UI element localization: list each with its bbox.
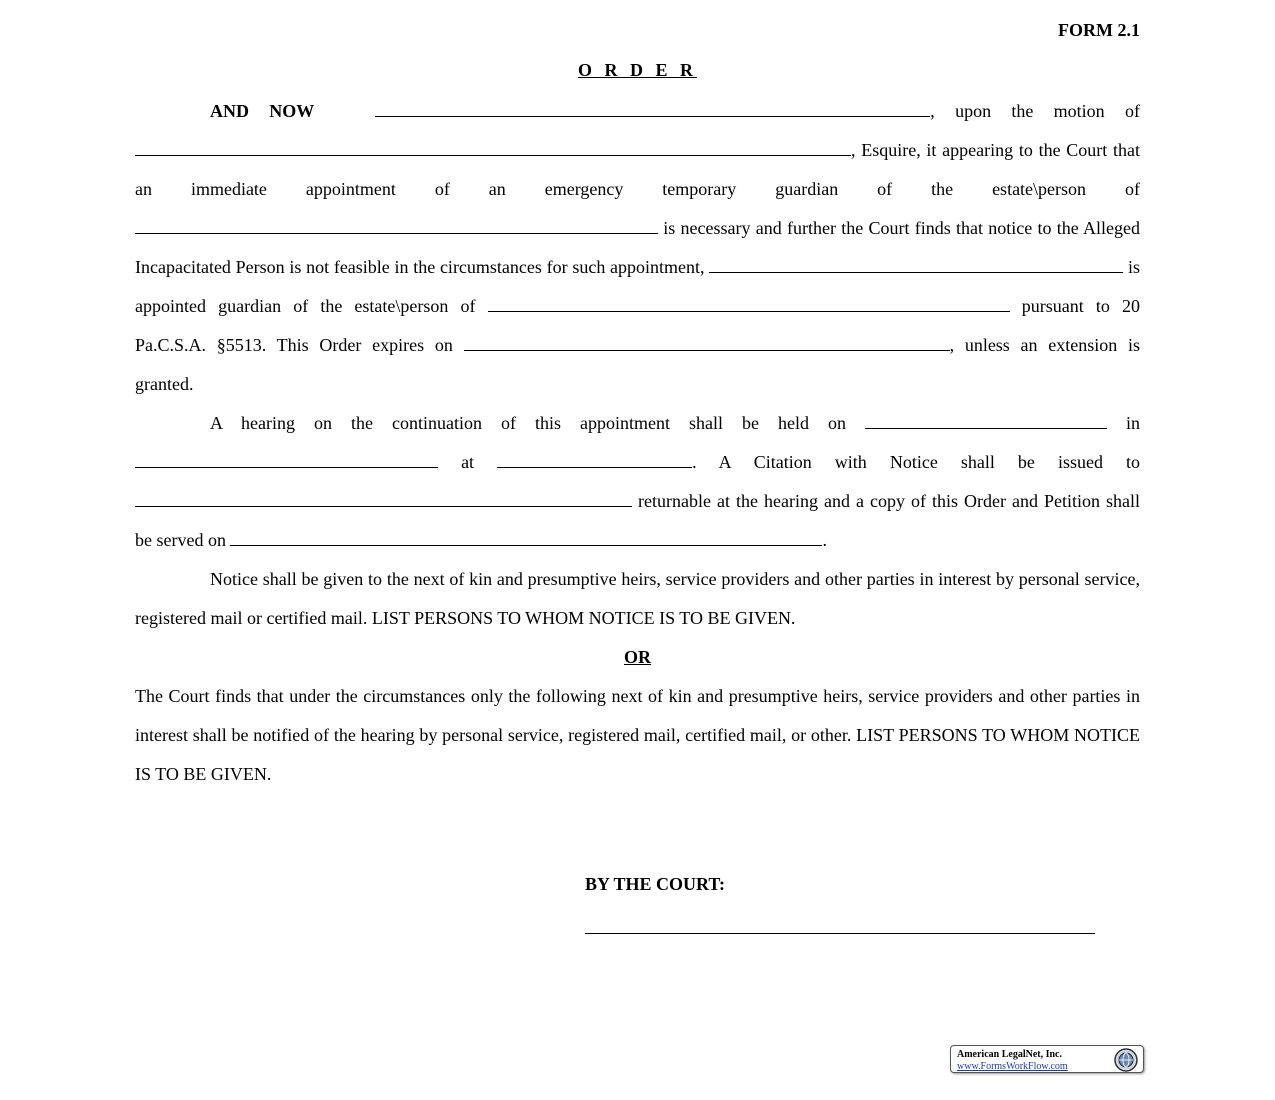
- citation-recipient-blank[interactable]: [135, 492, 632, 507]
- form-number: FORM 2.1: [1058, 20, 1140, 40]
- globe-icon: [1113, 1047, 1139, 1073]
- guardian-name-blank[interactable]: [709, 258, 1123, 273]
- necessity-text: is necessary and further the Court finds that notice to the Alleged Incapacitated Person is not feasible in the circumstances for such appointment,: [135, 218, 1140, 277]
- footer-badge: [950, 1045, 1144, 1073]
- service-recipient-blank[interactable]: [230, 531, 822, 546]
- paragraph-motion-body: [135, 131, 1140, 404]
- hearing-time-blank[interactable]: [497, 453, 692, 468]
- paragraph-hearing: [135, 404, 1140, 560]
- esquire-text: , Esquire, it appearing to the Court that an immediate appointment of an emergency temporary guardian of the estate\person of: [135, 140, 1140, 199]
- hearing-date-blank[interactable]: [865, 414, 1107, 429]
- appointed-text: is appointed guardian of the estate\person of: [135, 257, 1141, 316]
- incapacitated-person-blank[interactable]: [135, 219, 658, 234]
- ward-name-blank[interactable]: [488, 297, 1010, 312]
- paragraph-limited-notice: The Court finds that under the circumstances only the following next of kin and presumptive heirs, service providers and other parties in interest shall be notified of the hearing by personal service, registered mail, certified mail, or other. LIST PERSONS TO WHOM NOTICE IS TO BE GIVEN.: [135, 686, 1140, 784]
- order-title-wrap: [0, 60, 1275, 81]
- hearing-location-blank[interactable]: [135, 453, 438, 468]
- attorney-name-blank[interactable]: [135, 141, 851, 156]
- period-text: .: [822, 530, 827, 550]
- in-text: in: [1126, 413, 1141, 433]
- paragraph-notice: Notice shall be given to the next of kin and presumptive heirs, service providers and other parties in interest by personal service, registered mail or certified mail. LIST PERSONS TO WHOM NOTICE IS TO BE GIVEN.: [135, 569, 1140, 628]
- hearing-text: A hearing on the continuation of this appointment shall be held on: [210, 413, 846, 433]
- and-now-lead: AND NOW: [210, 101, 315, 121]
- at-text: at: [461, 452, 475, 472]
- expiration-date-blank[interactable]: [464, 336, 950, 351]
- motion-text: , upon the motion of: [930, 101, 1140, 121]
- order-title: O R D E R: [577, 60, 697, 80]
- date-blank[interactable]: [375, 102, 930, 117]
- footer-company: American LegalNet, Inc.: [957, 1049, 1062, 1060]
- by-the-court-label: BY THE COURT:: [585, 874, 726, 894]
- judge-signature-line[interactable]: [585, 933, 1095, 934]
- citation-text: . A Citation with Notice shall be issued to: [692, 452, 1141, 472]
- footer-url-link[interactable]: www.FormsWorkFlow.com: [957, 1061, 1068, 1072]
- order-body: [135, 92, 1140, 794]
- or-separator: OR: [624, 647, 651, 667]
- returnable-text: returnable at the hearing and a copy of this Order and Petition shall be served on: [135, 491, 1140, 550]
- extension-text: , unless an extension is granted.: [135, 335, 1141, 394]
- statute-text: pursuant to 20 Pa.C.S.A. §5513. This Order expires on: [135, 296, 1140, 355]
- paragraph-motion-line1: [135, 92, 1140, 131]
